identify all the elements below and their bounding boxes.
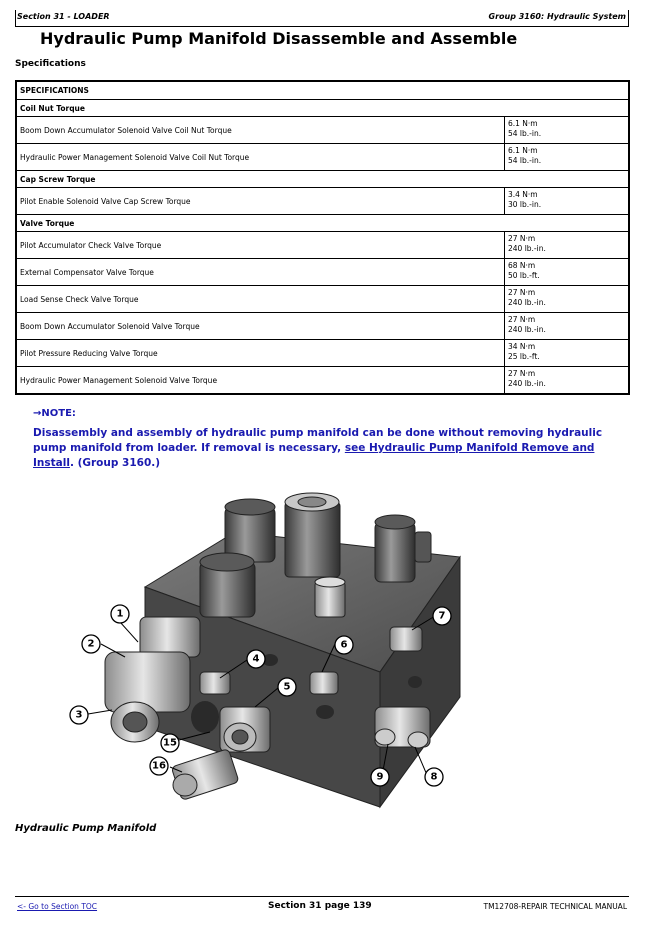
go-to-section-toc-link[interactable]: <- Go to Section TOC bbox=[17, 902, 98, 911]
callout-7 bbox=[433, 607, 451, 625]
svg-text:5: 5 bbox=[283, 681, 291, 693]
spec-value bbox=[504, 117, 628, 143]
spec-value-imperial: 240 lb.-in. bbox=[508, 298, 546, 307]
callout-15 bbox=[161, 734, 179, 752]
spec-item-name: Pilot Enable Solenoid Valve Cap Screw Torque bbox=[20, 196, 191, 206]
callout-3 bbox=[70, 706, 88, 724]
page-title: Hydraulic Pump Manifold Disassemble and Assemble bbox=[40, 29, 518, 48]
svg-text:2: 2 bbox=[87, 638, 95, 650]
note-label: →NOTE: bbox=[33, 408, 76, 419]
spec-value-metric: 6.1 N·m bbox=[508, 119, 538, 128]
table-row bbox=[17, 143, 628, 170]
callout-16 bbox=[150, 757, 168, 775]
spec-item-name: Boom Down Accumulator Solenoid Valve Torque bbox=[20, 321, 200, 331]
table-row bbox=[17, 366, 628, 393]
spec-item-name: Hydraulic Power Management Solenoid Valve Torque bbox=[20, 375, 218, 385]
note-text-after: . (Group 3160.) bbox=[69, 457, 161, 469]
header-divider bbox=[15, 10, 16, 26]
spec-value-metric: 6.1 N·m bbox=[508, 146, 538, 155]
callout-5 bbox=[278, 678, 296, 696]
spec-value-imperial: 54 lb.-in. bbox=[508, 156, 542, 165]
page-number: Section 31 page 139 bbox=[268, 901, 372, 911]
spec-group-header: Valve Torque bbox=[17, 214, 628, 231]
hydraulic-pump-manifold-illustration bbox=[60, 482, 480, 812]
spec-item-name: Pilot Pressure Reducing Valve Torque bbox=[20, 348, 158, 358]
spec-value bbox=[504, 313, 628, 339]
spec-value-imperial: 240 lb.-in. bbox=[508, 325, 546, 334]
svg-text:15: 15 bbox=[163, 737, 177, 749]
callout-2 bbox=[82, 635, 100, 653]
spec-item-name: Load Sense Check Valve Torque bbox=[20, 294, 139, 304]
spec-group-header: Coil Nut Torque bbox=[17, 99, 628, 116]
spec-value bbox=[504, 286, 628, 312]
spec-item-name: Hydraulic Power Management Solenoid Valve Coil Nut Torque bbox=[20, 152, 250, 162]
spec-value-metric: 68 N·m bbox=[508, 261, 536, 270]
spec-value bbox=[504, 144, 628, 170]
spec-value-imperial: 30 lb.-in. bbox=[508, 200, 542, 209]
table-row bbox=[17, 285, 628, 312]
callout-6 bbox=[335, 636, 353, 654]
spec-value-metric: 34 N·m bbox=[508, 342, 536, 351]
svg-text:8: 8 bbox=[430, 771, 438, 783]
specifications-heading: Specifications bbox=[15, 59, 86, 69]
spec-value-imperial: 50 lb.-ft. bbox=[508, 271, 540, 280]
svg-text:9: 9 bbox=[376, 771, 384, 783]
spec-value-metric: 27 N·m bbox=[508, 234, 536, 243]
page-footer bbox=[15, 896, 629, 917]
callout-8 bbox=[425, 768, 443, 786]
spec-value bbox=[504, 232, 628, 258]
svg-text:7: 7 bbox=[438, 610, 446, 622]
spec-item-name: Boom Down Accumulator Solenoid Valve Coil Nut Torque bbox=[20, 125, 232, 135]
callout-9 bbox=[371, 768, 389, 786]
spec-value-imperial: 25 lb.-ft. bbox=[508, 352, 540, 361]
header-group: Group 3160: Hydraulic System bbox=[488, 12, 626, 21]
callout-4 bbox=[247, 650, 265, 668]
header-divider bbox=[628, 10, 629, 26]
table-header: SPECIFICATIONS bbox=[20, 86, 89, 95]
spec-value-metric: 27 N·m bbox=[508, 369, 536, 378]
table-row bbox=[17, 339, 628, 366]
note-text-before: Disassembly and assembly of hydraulic pump manifold can be done without removing hydraulic pump manifold from loader. If removal is necessary, bbox=[33, 427, 603, 454]
spec-value bbox=[504, 340, 628, 366]
specifications-table bbox=[15, 80, 630, 395]
spec-value bbox=[504, 188, 628, 214]
table-row bbox=[17, 258, 628, 285]
spec-value-imperial: 240 lb.-in. bbox=[508, 244, 546, 253]
spec-value-imperial: 240 lb.-in. bbox=[508, 379, 546, 388]
table-row bbox=[17, 116, 628, 143]
page-header bbox=[15, 10, 629, 27]
manual-id: TM12708-REPAIR TECHNICAL MANUAL bbox=[483, 902, 627, 911]
spec-item-name: Pilot Accumulator Check Valve Torque bbox=[20, 240, 162, 250]
spec-value bbox=[504, 367, 628, 393]
spec-value-metric: 3.4 N·m bbox=[508, 190, 538, 199]
spec-item-name: External Compensator Valve Torque bbox=[20, 267, 154, 277]
note-text bbox=[33, 426, 623, 471]
header-section: Section 31 - LOADER bbox=[17, 12, 110, 21]
table-row bbox=[17, 231, 628, 258]
spec-value bbox=[504, 259, 628, 285]
svg-text:6: 6 bbox=[340, 639, 348, 651]
spec-value-metric: 27 N·m bbox=[508, 288, 536, 297]
svg-text:16: 16 bbox=[152, 760, 166, 772]
svg-text:3: 3 bbox=[75, 709, 83, 721]
callout-1 bbox=[111, 605, 129, 623]
remove-install-link[interactable]: see Hydraulic Pump Manifold Remove and Install bbox=[33, 442, 595, 469]
svg-text:4: 4 bbox=[252, 653, 260, 665]
table-row bbox=[17, 312, 628, 339]
spec-value-imperial: 54 lb.-in. bbox=[508, 129, 542, 138]
svg-text:1: 1 bbox=[116, 608, 124, 620]
figure-caption: Hydraulic Pump Manifold bbox=[15, 823, 157, 834]
spec-group-header: Cap Screw Torque bbox=[17, 170, 628, 187]
spec-value-metric: 27 N·m bbox=[508, 315, 536, 324]
table-row bbox=[17, 187, 628, 214]
